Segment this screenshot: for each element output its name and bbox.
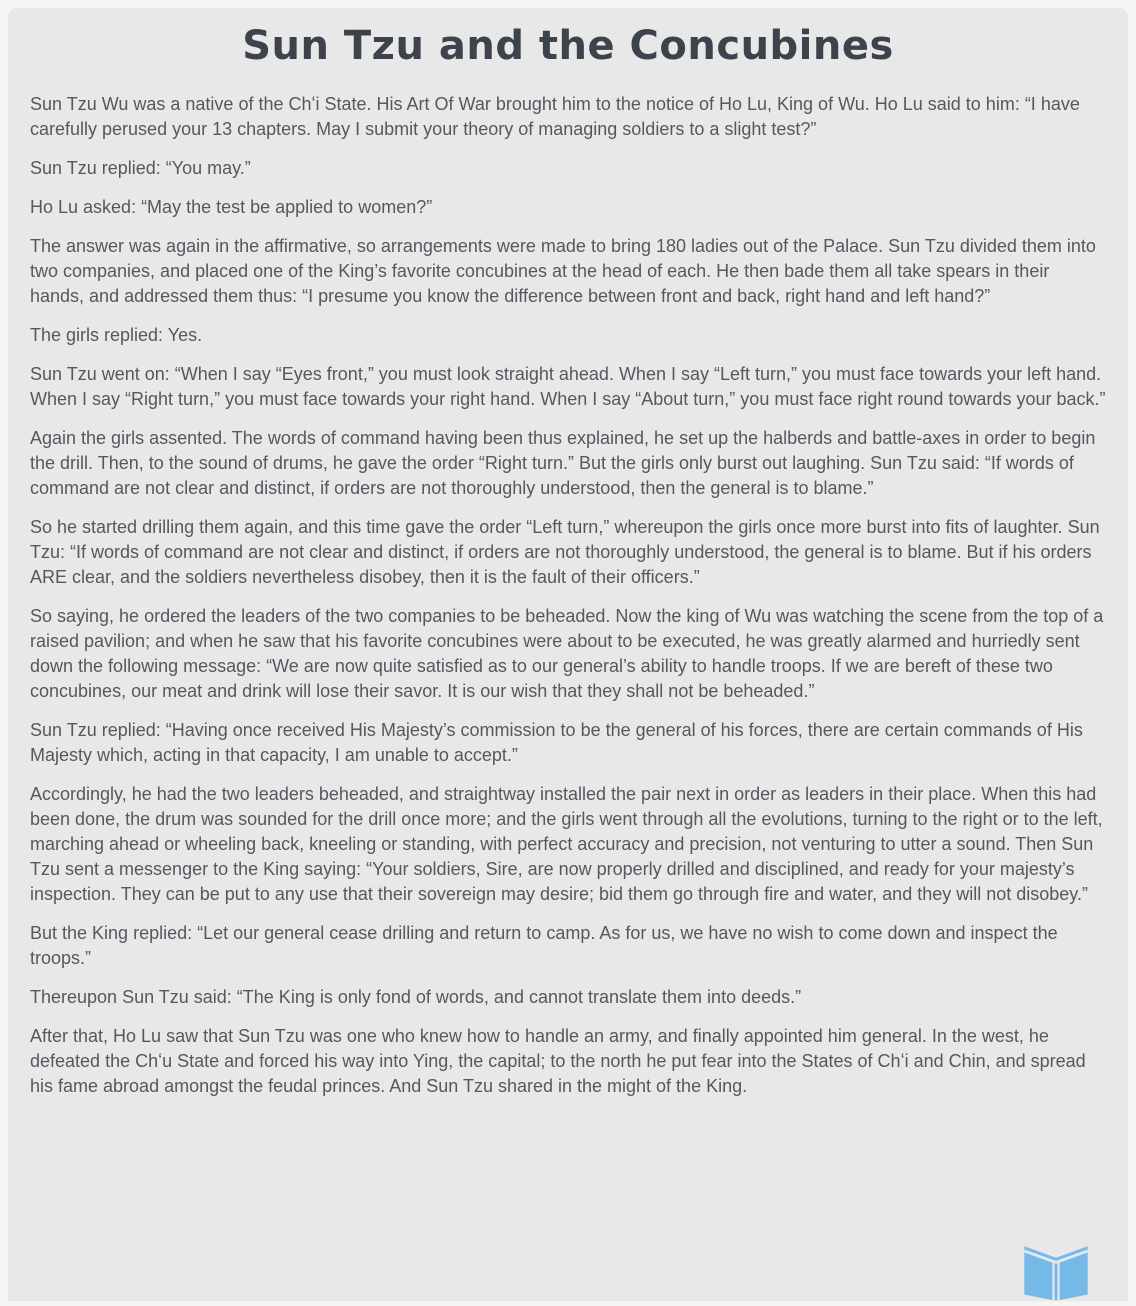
document-page xyxy=(8,8,1128,1301)
paragraph: Again the girls assented. The words of command having been thus explained, he set up the halberds and battle-axes in order to begin the drill. Then, to the sound of drums, he gave the order “Right turn.” But the girls only burst out laughing. Sun Tzu said: “If words of command are not clear and distinct, if orders are not thoroughly understood, then the general is to blame.” xyxy=(30,428,1096,498)
paragraph: Ho Lu asked: “May the test be applied to women?” xyxy=(30,197,433,217)
paragraph: So he started drilling them again, and this time gave the order “Left turn,” whereupon the girls once more burst into fits of laughter. Sun Tzu: “If words of command are not clear and distinct, if orders are not thoroughly understood, the general is to blame. But if his orders ARE clear, and the soldiers nevertheless disobey, then it is the fault of their officers.” xyxy=(30,517,1100,587)
paragraph: After that, Ho Lu saw that Sun Tzu was one who knew how to handle an army, and finally appointed him general. In the west, he defeated the Chʻu State and forced his way into Ying, the capital; to the north he put fear into the States of Chʻi and Chin, and spread his fame abroad amongst the feudal princes. And Sun Tzu shared in the might of the King. xyxy=(30,1026,1086,1096)
document-body xyxy=(8,92,1128,1099)
page-title: Sun Tzu and the Concubines xyxy=(242,23,894,69)
paragraph: But the King replied: “Let our general cease drilling and return to camp. As for us, we have no wish to come down and inspect the troops.” xyxy=(30,923,1058,968)
paragraph: Sun Tzu replied: “Having once received His Majesty’s commission to be the general of his forces, there are certain commands of His Majesty which, acting in that capacity, I am unable to accept.” xyxy=(30,720,1083,765)
paragraph: Accordingly, he had the two leaders beheaded, and straightway installed the pair next in order as leaders in their place. When this had been done, the drum was sounded for the drill once more; and the girls went through all the evolutions, turning to the right or to the left, marching ahead or wheeling back, kneeling or standing, with perfect accuracy and precision, not venturing to utter a sound. Then Sun Tzu sent a messenger to the King saying: “Your soldiers, Sire, are now properly drilled and disciplined, and ready for your majesty’s inspection. They can be put to any use that their sovereign may desire; bid them go through fire and water, and they will not disobey.” xyxy=(30,784,1103,904)
paragraph: Sun Tzu went on: “When I say “Eyes front,” you must look straight ahead. When I say “Left turn,” you must face towards your left hand. When I say “Right turn,” you must face towards your right hand. When I say “About turn,” you must face right round towards your back.” xyxy=(30,364,1106,409)
paragraph: So saying, he ordered the leaders of the two companies to be beheaded. Now the king of Wu was watching the scene from the top of a raised pavilion; and when he saw that his favorite concubines were about to be executed, he was greatly alarmed and hurriedly sent down the following message: “We are now quite satisfied as to our general’s ability to handle troops. If we are bereft of these two concubines, our meat and drink will lose their savor. It is our wish that they shall not be beheaded.” xyxy=(30,606,1104,701)
paragraph: The girls replied: Yes. xyxy=(30,325,203,345)
paragraph: Sun Tzu Wu was a native of the Chʻi State. His Art Of War brought him to the notice of Ho Lu, King of Wu. Ho Lu said to him: “I have carefully perused your 13 chapters. May I submit your theory of managing soldiers to a slight test?” xyxy=(30,94,1080,139)
paragraph: Thereupon Sun Tzu said: “The King is only fond of words, and cannot translate them into deeds.” xyxy=(30,987,802,1007)
paragraph: Sun Tzu replied: “You may.” xyxy=(30,158,251,178)
open-book-icon xyxy=(1020,1239,1092,1301)
paragraph: The answer was again in the affirmative, so arrangements were made to bring 180 ladies out of the Palace. Sun Tzu divided them into two companies, and placed one of the King’s favorite concubines at the head of each. He then bade them all take spears in their hands, and addressed them thus: “I presume you know the difference between front and back, right hand and left hand?” xyxy=(30,236,1096,306)
